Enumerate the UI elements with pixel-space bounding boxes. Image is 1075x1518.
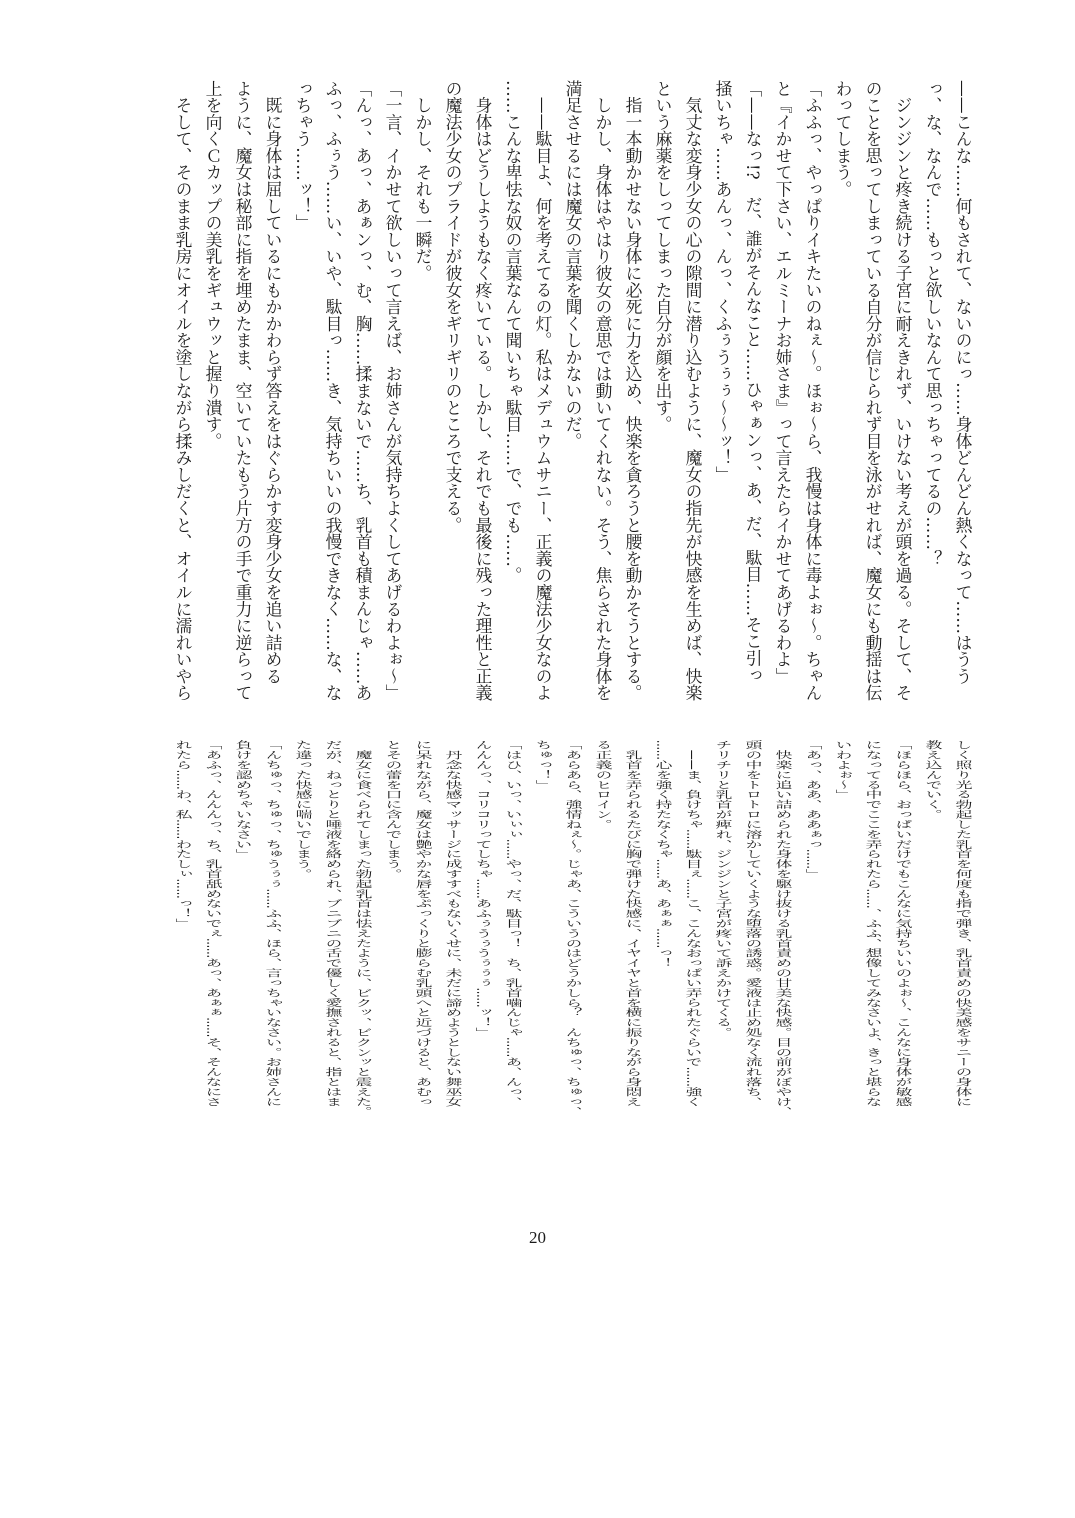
text-line: チリチリと乳首が痺れ、ジンジンと子宮が疼いて訴えかけてくる。 <box>713 740 733 1038</box>
lower-text-block <box>168 740 978 1117</box>
text-line: しかし、それも一瞬だ。 <box>413 80 433 282</box>
text-line: 「あっ、ああ、ああぁっ……」 <box>803 740 823 879</box>
text-line: ジンジンと疼き続ける子宮に耐えきれず、いけない考えが頭を過る。そして、そ <box>893 80 913 702</box>
text-line: た違った快感に喘いでしまう。 <box>293 740 313 879</box>
text-line: という麻薬をしってしまった自分が顔を出す。 <box>653 80 673 433</box>
text-line: ふっ、ふぅう……い、いや、駄目っ……き、気持ちいいの我慢できなく……な、な <box>323 80 343 702</box>
text-line: ように、魔女は秘部に指を埋めたまま、空いていたもう片方の手で重力に逆らって <box>233 80 253 702</box>
page-number: 20 <box>529 1228 546 1247</box>
text-line: ——ま、負けちゃ……駄目ぇ……こ、こんなおっぱい弄られたぐらいで……強く <box>683 740 703 1107</box>
text-line: とその蕾を口に含んでしまう。 <box>383 740 403 879</box>
text-line: 「あふっ、んんんっ、ち、乳首舐めないでぇ……あっ、あぁぁ……そ、そんなにさ <box>203 740 223 1107</box>
text-line: 負けを認めちゃいなさい」 <box>233 740 253 859</box>
text-line: 上を向くＣカップの美乳をギュウッと握り潰す。 <box>203 80 223 450</box>
text-line: 既に身体は屈しているにもかかわらず答えをはぐらかす変身少女を追い詰める <box>263 80 283 685</box>
text-line: の魔法少女のプライドが彼女をギリギリのところで支える。 <box>443 80 463 534</box>
text-line: 身体はどうしようもなく疼いている。しかし、それでも最後に残った理性と正義 <box>473 80 493 702</box>
text-line: 「ふふっ、やっぱりイキたいのねぇ～。ほぉ～ら、我慢は身体に毒よぉ～。ちゃん <box>803 80 823 702</box>
text-line: 指一本動かせない身体に必死に力を込め、快楽を貪ろうと腰を動かそうとする。 <box>623 80 643 702</box>
text-line: 「——なっ!? だ、誰がそんなこと……ひゃぁンっ、あ、だ、駄目……そこ引っ <box>743 80 763 684</box>
text-line: んんんっ、コリコリってしちゃ……あふぅうぅうぅぅぅ……ッ！」 <box>473 740 493 1038</box>
upper-text-block <box>168 80 978 710</box>
text-line: 快楽に追い詰められた身体を駆け抜ける乳首責めの甘美な快感。目の前がぼやけ、 <box>773 740 793 1117</box>
text-line: わってしまう。 <box>833 80 853 198</box>
text-line: っちゃう……ッ！」 <box>293 80 313 232</box>
text-line: 「あらあら、強情ねぇ～。じゃあ、こういうのはどうかしら？ んちゅっ、ちゅっ、 <box>563 740 583 1117</box>
text-line: のことを思ってしまっている自分が信じられず目を泳がせれば、魔女にも動揺は伝 <box>863 80 883 702</box>
text-line: そして、そのまま乳房にオイルを塗しながら揉みしだくと、オイルに濡れいやら <box>173 80 193 702</box>
text-line: っ、な、なんで……もっと欲しいなんて思っちゃってるの……？ <box>923 80 943 567</box>
text-line: ——こんな……何もされて、ないのにっ……身体どんどん熱くなって……はうう <box>953 80 973 685</box>
text-line: ……心を強く持たなくちゃ……あ、あぁぁ……っ！ <box>653 740 673 968</box>
text-line: いわよぉ～」 <box>833 740 853 800</box>
text-line: れたら……わ、私……わたしぃ……っ！」 <box>173 740 193 929</box>
text-line: 気丈な変身少女の心の隙間に潜り込むように、魔女の指先が快感を生めば、快楽 <box>683 80 703 702</box>
text-line: だが、ねっとりと唾液を絡められ、ブニブニの舌で優しく愛撫されると、指とはま <box>323 740 343 1107</box>
text-line: 「ほらほら、おっぱいだけでもこんなに気持ちいいのよぉ～、こんなに身体が敏感 <box>893 740 913 1107</box>
text-line: と『イかせて下さい、エルミーナお姉さま』って言えたらイかせてあげるわよ」 <box>773 80 793 685</box>
text-line: 教え込んでいく。 <box>923 740 943 820</box>
text-line: ……こんな卑怯な奴の言葉なんて聞いちゃ駄目……で、でも……。 <box>503 80 523 584</box>
text-line: しかし、身体はやはり彼女の意思では動いてくれない。そう、焦らされた身体を <box>593 80 613 702</box>
text-line: 「んっ、あっ、あぁンっ、む、胸……揉まないで……ち、乳首も積まんじゃ……あ <box>353 80 373 702</box>
text-line: 魔女に食べられてしまった勃起乳首は怯えたように、ビクッ、ビクンッと震えた。 <box>353 740 373 1117</box>
text-line: に呆れながら、魔女は艶やかな唇をぷっくりと膨らむ乳頭へと近づけると、あむっ <box>413 740 433 1107</box>
text-line: 「一言、イかせて欲しいって言えば、お姉さんが気持ちよくしてあげるわよぉ～」 <box>383 80 403 702</box>
text-line: しく照り光る勃起した乳首を何度も指で弾き、乳首責めの快美感をサニーの身体に <box>953 740 973 1107</box>
text-line: 「んちゅっ、ちゅっ、ちゅうぅぅ……ふふ、ほら、言っちゃいなさい。お姉さんに <box>263 740 283 1107</box>
text-line: 頭の中をトロトロに溶かしていくような堕落の誘惑。愛液は止め処なく流れ落ち、 <box>743 740 763 1107</box>
text-line: になってる中でここを弄られたら……、ふふ、想像してみなさいよ、きっと堪らな <box>863 740 883 1107</box>
text-line: ちゅっ！」 <box>533 740 553 790</box>
text-line: る正義のヒロイン。 <box>593 740 613 830</box>
text-line: 満足させるには魔女の言葉を聞くしかないのだ。 <box>563 80 583 450</box>
text-line: 掻いちゃ……あんっ、んっ、くふぅうぅぅ～～ッ！」 <box>713 80 733 483</box>
text-line: 乳首を弄られるたびに胸で弾けた快感に、イヤイヤと首を横に振りながら身悶え <box>623 740 643 1107</box>
text-line: ——駄目よ、何を考えてるの灯。私はメデュウムサニー、正義の魔法少女なのよ <box>533 80 553 702</box>
text-line: 「はひ、いっ、いぃぃ……やっ、だ、駄目っ！ ち、乳首噛んじゃ……あ、んっ、 <box>503 740 523 1107</box>
text-line: 丹念な快感マッサージに成すすべもないくせに、未だに諦めようとしない舞巫女 <box>443 740 463 1107</box>
